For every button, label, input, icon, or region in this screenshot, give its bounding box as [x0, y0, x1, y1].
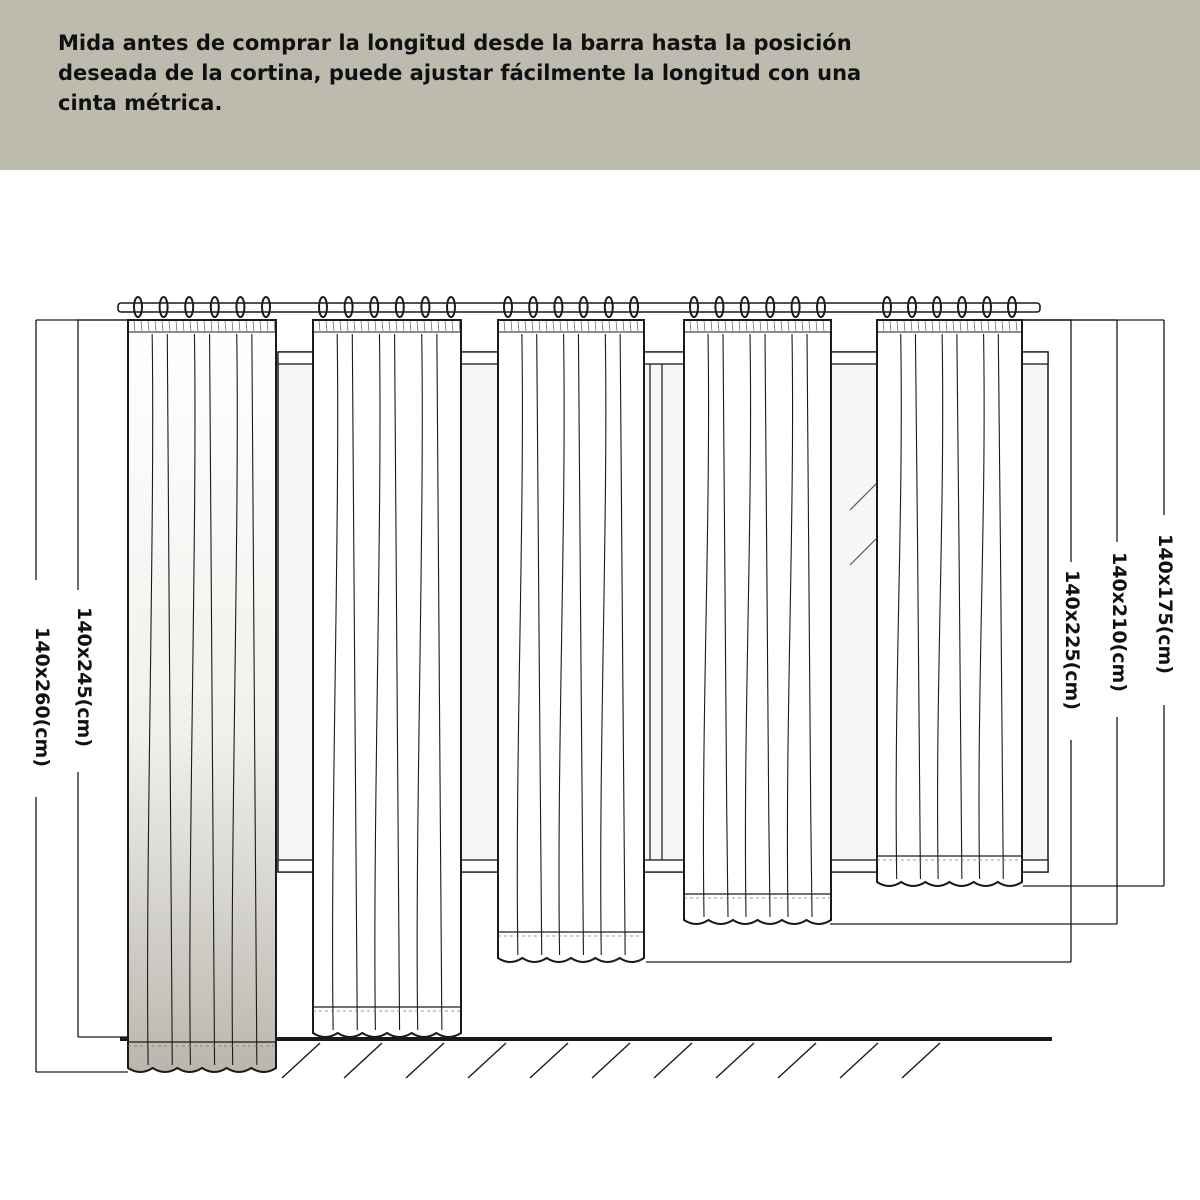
size-label-245: 140x245(cm): [73, 606, 95, 748]
curtain-245: [313, 320, 461, 1037]
curtain-rod: [118, 297, 1040, 317]
size-label-175: 140x175(cm): [1154, 533, 1176, 675]
curtain-size-diagram: [0, 170, 1200, 1200]
curtain-260: [128, 320, 276, 1072]
size-label-260: 140x260(cm): [31, 626, 53, 768]
instruction-text: Mida antes de comprar la longitud desde la barra hasta la posición deseada de la cortina, puede ajustar fácilmente la longitud con una cinta métrica.: [58, 31, 862, 115]
curtain-175: [877, 320, 1022, 886]
curtain-225: [498, 320, 644, 962]
size-label-210: 140x210(cm): [1108, 551, 1130, 693]
header-banner: [0, 0, 1200, 170]
curtain-210: [684, 320, 831, 924]
size-label-225: 140x225(cm): [1061, 569, 1083, 711]
